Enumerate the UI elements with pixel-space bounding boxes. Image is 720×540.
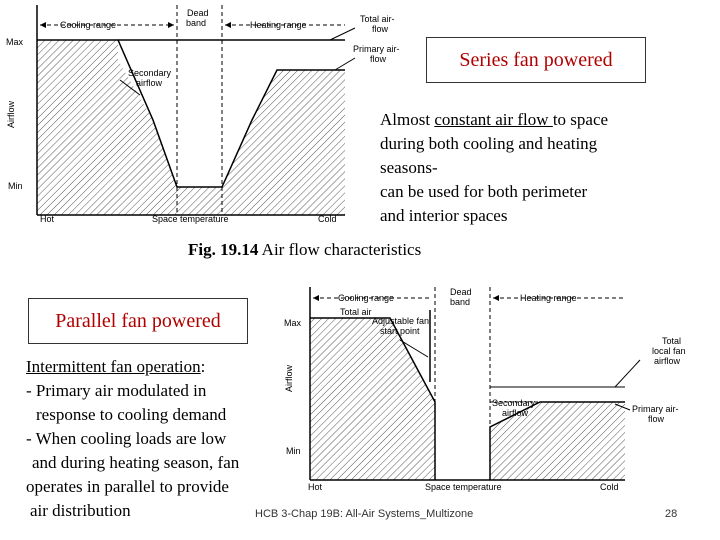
series-note-line-3: seasons- <box>380 158 438 177</box>
parallel-fan-powered-box: Parallel fan powered <box>28 298 248 344</box>
series-notes <box>380 108 710 228</box>
series-dead-label-1: Dead <box>187 8 209 18</box>
series-arrowhead-cool-right <box>168 22 174 28</box>
series-min-label: Min <box>8 181 23 191</box>
series-note-line-1: Almost constant air flow to space <box>380 110 609 129</box>
parallel-total-local-label-3: airflow <box>654 356 681 366</box>
parallel-arrowhead-left <box>313 295 319 301</box>
parallel-cooling-range-label: Cooling range <box>338 293 395 303</box>
footer-text: HCB 3-Chap 19B: All-Air Systems_Multizone <box>255 508 474 520</box>
parallel-total-air-label: Total air <box>340 307 372 317</box>
parallel-notes <box>26 355 286 523</box>
series-space-temp-label: Space temperature <box>152 214 229 224</box>
series-dead-label-2: band <box>186 18 207 28</box>
parallel-secondary-label-1: Secondary <box>492 398 536 408</box>
series-arrowhead-left <box>40 22 46 28</box>
series-note-line-2: during both cooling and heating <box>380 134 598 153</box>
series-max-label: Max <box>6 37 24 47</box>
parallel-adjustable-label-2: start point <box>380 326 420 336</box>
series-arrowhead-heat-left <box>225 22 231 28</box>
series-primary-label-2: flow <box>370 54 387 64</box>
series-cooling-range-label: Cooling range <box>60 20 117 30</box>
parallel-hot-label: Hot <box>308 482 323 492</box>
series-fan-powered-box: Series fan powered <box>426 37 646 83</box>
parallel-note-line-1: - Primary air modulated in <box>26 381 207 400</box>
series-min-band <box>177 187 222 215</box>
parallel-space-temp-label: Space temperature <box>425 482 502 492</box>
series-primary-label-1: Primary air- <box>353 44 400 54</box>
series-note-line-5: and interior spaces <box>380 206 508 225</box>
parallel-note-line-6: air distribution <box>30 501 131 520</box>
series-secondary-label-2: airflow <box>136 78 163 88</box>
figure-caption: Fig. 19.14 Air flow characteristics <box>188 240 422 259</box>
series-airflow-diagram <box>0 0 400 230</box>
parallel-note-line-4: and during heating season, fan <box>32 453 240 472</box>
series-secondary-label-1: Secondary <box>128 68 172 78</box>
series-heating-area <box>222 70 345 215</box>
series-y-axis-label: Airflow <box>6 100 16 128</box>
parallel-airflow-diagram <box>280 282 710 497</box>
parallel-note-line-2: response to cooling demand <box>36 405 227 424</box>
parallel-total-local-label-1: Total <box>662 336 682 346</box>
parallel-cold-label: Cold <box>600 482 619 492</box>
parallel-total-local-leader <box>615 360 640 387</box>
parallel-max-label: Max <box>284 318 302 328</box>
series-total-leader <box>330 28 355 40</box>
parallel-heating-range-label: Heating range <box>520 293 577 303</box>
series-primary-leader <box>335 58 355 70</box>
series-heating-range-label: Heating range <box>250 20 307 30</box>
series-hot-label: Hot <box>40 214 55 224</box>
parallel-min-label: Min <box>286 446 301 456</box>
parallel-primary-label-1: Primary air- <box>632 404 679 414</box>
parallel-y-axis-label: Airflow <box>284 364 294 392</box>
parallel-adjustable-label-1: Adjustable fan <box>372 316 430 326</box>
series-note-line-4: can be used for both perimeter <box>380 182 588 201</box>
parallel-dead-label-2: band <box>450 297 471 307</box>
parallel-note-line-3: - When cooling loads are low <box>26 429 227 448</box>
parallel-cooling-area <box>310 318 435 480</box>
parallel-arrowhead-heat-left <box>493 295 499 301</box>
page-number: 28 <box>665 508 678 520</box>
parallel-note-heading: Intermittent fan operation: <box>26 357 206 376</box>
parallel-primary-label-2: flow <box>648 414 665 424</box>
parallel-dead-label-1: Dead <box>450 287 472 297</box>
series-total-label-1: Total air- <box>360 14 395 24</box>
parallel-total-local-label-2: local fan <box>652 346 686 356</box>
series-total-label-2: flow <box>372 24 389 34</box>
parallel-note-line-5: operates in parallel to provide <box>26 477 229 496</box>
parallel-secondary-label-2: airflow <box>502 408 529 418</box>
series-cold-label: Cold <box>318 214 337 224</box>
